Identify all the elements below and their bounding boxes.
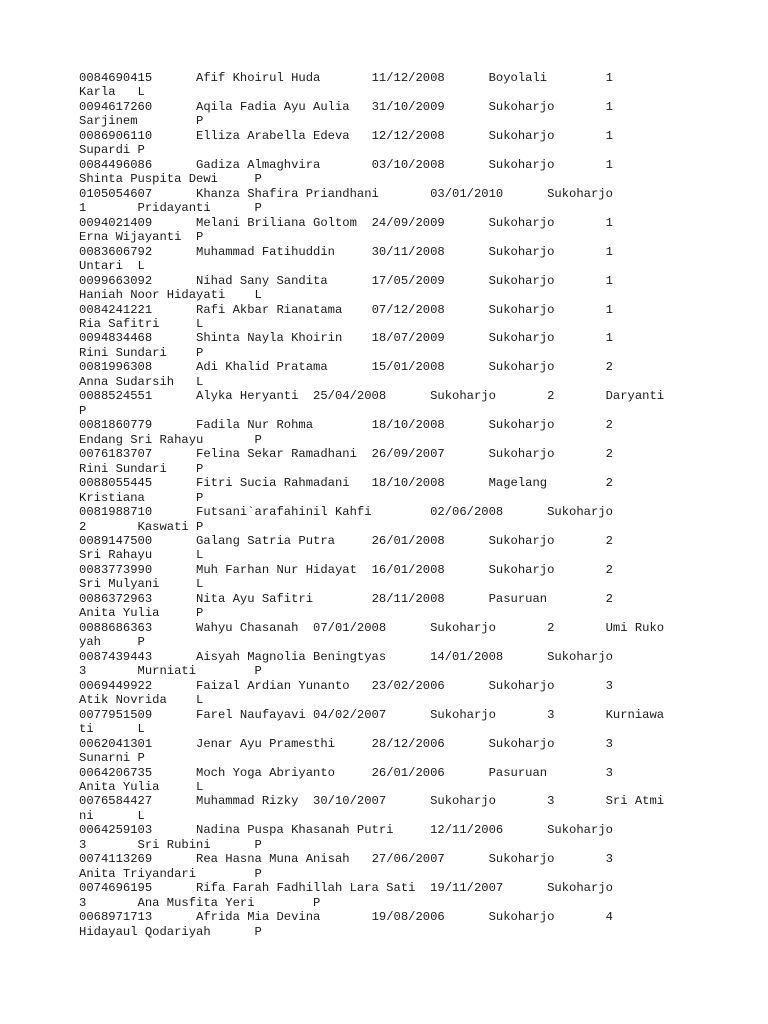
- document-line: Rini Sundari P: [79, 345, 204, 360]
- document-line: 0064259103 Nadina Puspa Khasanah Putri 12/11/2006 Sukoharjo: [79, 823, 613, 838]
- document-line: 0088055445 Fitri Sucia Rahmadani 18/10/2008 Magelang 2: [79, 476, 613, 491]
- document-line: Sarjinem P: [79, 114, 204, 129]
- document-line: yah P: [79, 635, 145, 650]
- document-line: 0081988710 Futsani`arafahinil Kahfi 02/06/2008 Sukoharjo: [79, 505, 613, 520]
- document-line: Karla L: [79, 85, 145, 100]
- document-line: 0062041301 Jenar Ayu Pramesthi 28/12/2006 Sukoharjo 3: [79, 736, 613, 751]
- document-line: 3 Ana Musfita Yeri P: [79, 895, 321, 910]
- document-line: 0094021409 Melani Briliana Goltom 24/09/2009 Sukoharjo 1: [79, 215, 613, 230]
- document-line: 0076183707 Felina Sekar Ramadhani 26/09/2007 Sukoharjo 2: [79, 447, 613, 462]
- document-line: 2 Kaswati P: [79, 519, 204, 534]
- document-line: 0094834468 Shinta Nayla Khoirin 18/07/2009 Sukoharjo 1: [79, 331, 613, 346]
- document-line: Endang Sri Rahayu P: [79, 432, 262, 447]
- document-line: 0084690415 Afif Khoirul Huda 11/12/2008 Boyolali 1: [79, 71, 613, 85]
- document-line: 0086906110 Elliza Arabella Edeva 12/12/2008 Sukoharjo 1: [79, 128, 613, 143]
- document-line: Untari L: [79, 259, 145, 274]
- document-line: 0105054607 Khanza Shafira Priandhani 03/01/2010 Sukoharjo: [79, 186, 613, 201]
- document-line: Rini Sundari P: [79, 461, 204, 476]
- document-line: Anita Yulia L: [79, 779, 204, 794]
- document-line: Sri Mulyani L: [79, 577, 204, 592]
- document-line: 0094617260 Aqila Fadia Ayu Aulia 31/10/2009 Sukoharjo 1: [79, 99, 613, 114]
- document-line: ti L: [79, 722, 145, 737]
- document-line: 0087439443 Aisyah Magnolia Beningtyas 14/01/2008 Sukoharjo: [79, 649, 613, 664]
- document-line: P: [79, 403, 87, 418]
- document-line: 0077951509 Farel Naufayavi 04/02/2007 Sukoharjo 3 Kurniawa: [79, 707, 665, 722]
- document-line: Erna Wijayanti P: [79, 230, 204, 245]
- document-line: 0081860779 Fadila Nur Rohma 18/10/2008 Sukoharjo 2: [79, 418, 613, 433]
- document-line: Kristiana P: [79, 490, 204, 505]
- document-line: 3 Murniati P: [79, 664, 262, 679]
- document-line: 0083606792 Muhammad Fatihuddin 30/11/2008 Sukoharjo 1: [79, 244, 613, 259]
- document-line: Haniah Noor Hidayati L: [79, 288, 262, 303]
- document-line: Anita Yulia P: [79, 606, 204, 621]
- document-line: Anna Sudarsih L: [79, 374, 204, 389]
- document-line: 0084241221 Rafi Akbar Rianatama 07/12/2008 Sukoharjo 1: [79, 302, 613, 317]
- document-line: Anita Triyandari P: [79, 866, 262, 881]
- document-line: 0068971713 Afrida Mia Devina 19/08/2006 Sukoharjo 4: [79, 910, 613, 925]
- document-line: 0081996308 Adi Khalid Pratama 15/01/2008 Sukoharjo 2: [79, 360, 613, 375]
- document-line: 0099663092 Nihad Sany Sandita 17/05/2009 Sukoharjo 1: [79, 273, 613, 288]
- document-line: 0088686363 Wahyu Chasanah 07/01/2008 Sukoharjo 2 Umi Ruko: [79, 620, 665, 635]
- document-line: Sri Rahayu L: [79, 548, 204, 563]
- document-line: 0076584427 Muhammad Rizky 30/10/2007 Sukoharjo 3 Sri Atmi: [79, 794, 665, 809]
- document-line: 0089147500 Galang Satria Putra 26/01/2008 Sukoharjo 2: [79, 534, 613, 548]
- document-line: 0084496086 Gadiza Almaghvira 03/10/2008 Sukoharjo 1: [79, 157, 613, 172]
- document-line: ni L: [79, 808, 145, 823]
- document-line: 3 Sri Rubini P: [79, 837, 262, 852]
- document-line: Atik Novrida L: [79, 693, 204, 708]
- document-line: 1 Pridayanti P: [79, 201, 262, 216]
- document-line: 0086372963 Nita Ayu Safitri 28/11/2008 Pasuruan 2: [79, 591, 613, 606]
- document-line: Supardi P: [79, 143, 145, 158]
- document-line: 0083773990 Muh Farhan Nur Hidayat 16/01/2008 Sukoharjo 2: [79, 562, 613, 577]
- document-line: 0074696195 Rifa Farah Fadhillah Lara Sati 19/11/2007 Sukoharjo: [79, 881, 613, 896]
- document-text: [79, 71, 664, 939]
- document-line: 0069449922 Faizal Ardian Yunanto 23/02/2006 Sukoharjo 3: [79, 678, 613, 693]
- document-line: Hidayaul Qodariyah P: [79, 924, 262, 939]
- document-line: Sunarni P: [79, 751, 145, 766]
- document-line: 0074113269 Rea Hasna Muna Anisah 27/06/2007 Sukoharjo 3: [79, 852, 613, 867]
- document-line: 0064206735 Moch Yoga Abriyanto 26/01/2006 Pasuruan 3: [79, 765, 613, 780]
- document-line: Shinta Puspita Dewi P: [79, 172, 262, 187]
- document-line: 0088524551 Alyka Heryanti 25/04/2008 Sukoharjo 2 Daryanti: [79, 389, 665, 404]
- document-line: Ria Safitri L: [79, 316, 204, 331]
